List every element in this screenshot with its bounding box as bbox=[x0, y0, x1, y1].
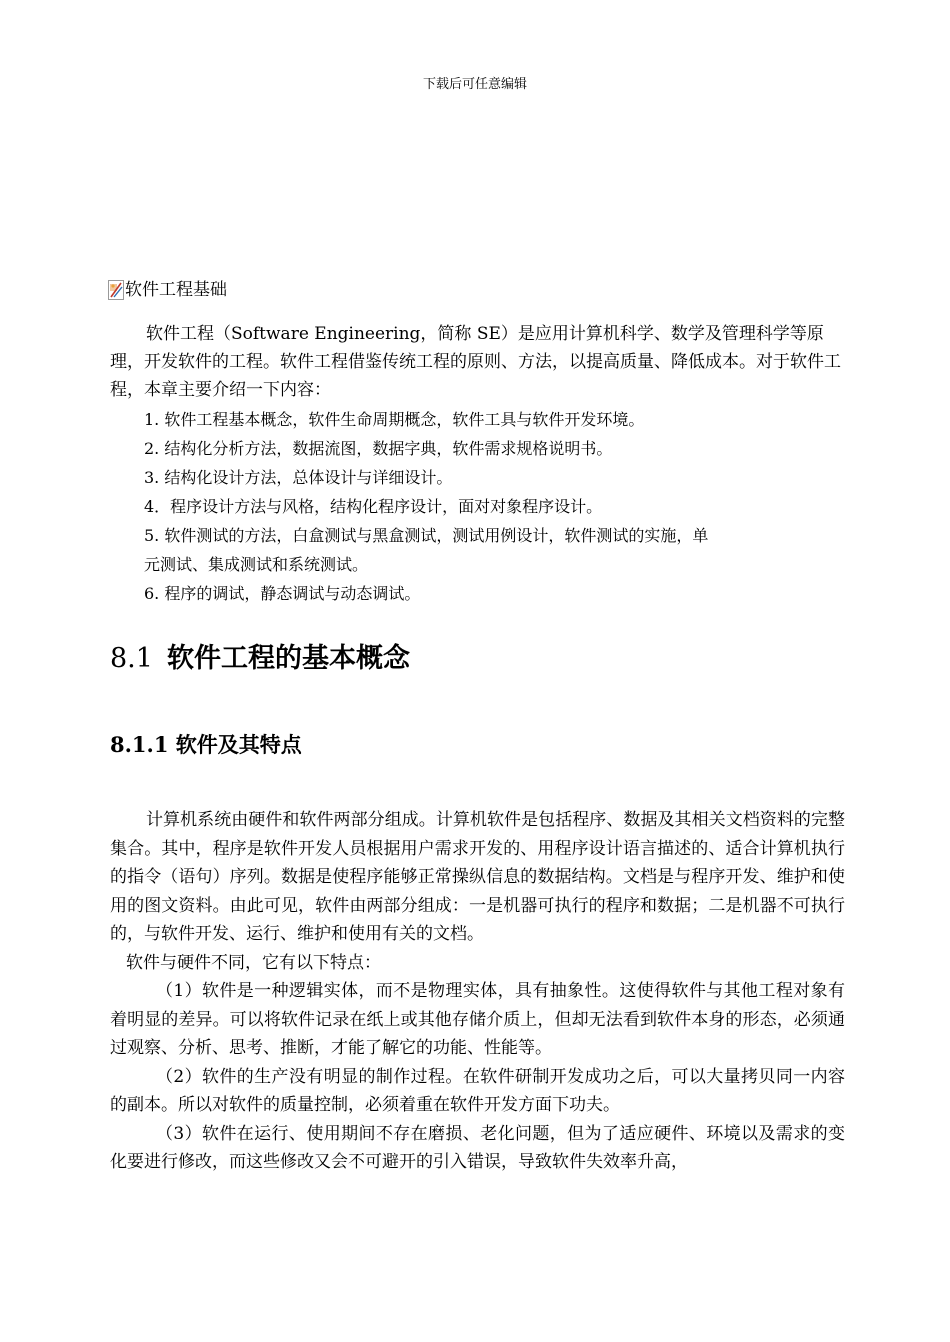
section-heading bbox=[110, 640, 410, 678]
list-item: 4．程序设计方法与风格，结构化程序设计，面对对象程序设计。 bbox=[144, 497, 603, 516]
paragraph: 计算机系统由硬件和软件两部分组成。计算机软件是包括程序、数据及其相关文档资料的完整集合。其中，程序是软件开发人员根据用户需求开发的、用程序设计语言描述的、适合计算机执行的指令（语句）序列。数据是使程序能够正常操纵信息的数据结构。文档是与程序开发、维护和使用的图文资料。由此可见，软件由两部分组成：一是机器可执行的程序和数据；二是机器不可执行的，与软件开发、运行、维护和使用有关的文档。 bbox=[110, 810, 845, 944]
section-title: 软件工程的基本概念 bbox=[166, 643, 410, 674]
paragraph: 软件与硬件不同，它有以下特点： bbox=[126, 952, 381, 973]
feature-paragraph: （1）软件是一种逻辑实体，而不是物理实体，具有抽象性。这使得软件与其他工程对象有着明显的差异。可以将软件记录在纸上或其他存储介质上，但却无法看到软件本身的形态，必须通过观察、分析、思考、推断，才能了解它的功能、性能等。 bbox=[110, 981, 845, 1058]
feature-paragraph: （2）软件的生产没有明显的制作过程。在软件研制开发成功之后，可以大量拷贝同一内容的副本。所以对软件的质量控制，必须着重在软件开发方面下功夫。 bbox=[110, 1066, 845, 1115]
intro-paragraph: 软件工程（Software Engineering，简称 SE）是应用计算机科学、数学及管理科学等原理，开发软件的工程。软件工程借鉴传统工程的原则、方法，以提高质量、降低成本。对于软件工程，本章主要介绍一下内容： bbox=[110, 324, 841, 400]
section-number: 8.1 bbox=[110, 643, 153, 674]
list-item: 3. 结构化设计方法，总体设计与详细设计。 bbox=[144, 468, 453, 487]
chapter-title-text: 软件工程基础 bbox=[125, 280, 227, 300]
list-item: 2. 结构化分析方法，数据流图，数据字典，软件需求规格说明书。 bbox=[144, 439, 613, 458]
body-text bbox=[110, 806, 845, 1177]
subsection-heading: 8.1.1 软件及其特点 bbox=[110, 732, 302, 757]
chapter-title bbox=[108, 278, 227, 302]
list-item: 5. 软件测试的方法，白盒测试与黑盒测试，测试用例设计，软件测试的实施，单 bbox=[144, 526, 709, 545]
page-header: 下载后可任意编辑 bbox=[422, 77, 527, 92]
topic-list bbox=[110, 405, 845, 608]
list-item: 1. 软件工程基本概念，软件生命周期概念，软件工具与软件开发环境。 bbox=[144, 410, 645, 429]
broken-image-icon bbox=[108, 280, 124, 300]
list-item: 6. 程序的调试，静态调试与动态调试。 bbox=[144, 584, 421, 603]
feature-paragraph: （3）软件在运行、使用期间不存在磨损、老化问题，但为了适应硬件、环境以及需求的变化要进行修改，而这些修改又会不可避开的引入错误，导致软件失效率升高， bbox=[110, 1123, 845, 1172]
list-item: 元测试、集成测试和系统测试。 bbox=[144, 555, 369, 574]
